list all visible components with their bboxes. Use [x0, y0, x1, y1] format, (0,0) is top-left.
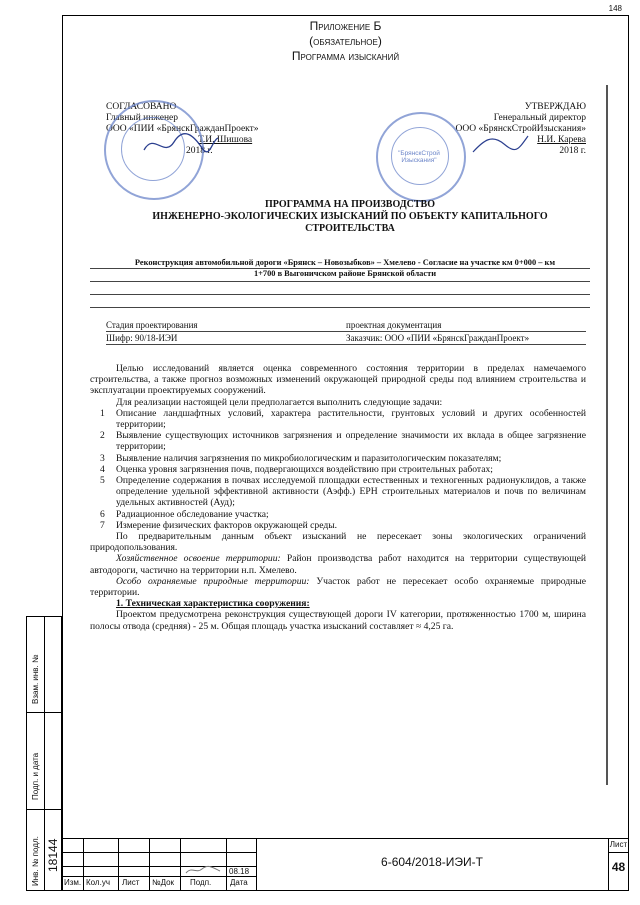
- task-number: 7: [100, 519, 105, 531]
- approval-right-year: 2018 г.: [559, 146, 586, 156]
- approval-right-org: ООО «БрянскСтройИзыскания»: [455, 124, 586, 134]
- approval-left-name: Т.И. Шишова: [198, 135, 253, 145]
- appendix-title: Приложение Б: [309, 19, 382, 33]
- approval-left-label: СОГЛАСОВАНО: [106, 102, 177, 112]
- economic-label: Хозяйственное освоение территории:: [116, 553, 281, 565]
- side-podp-label: Подп. и дата: [31, 752, 40, 800]
- object-name-line2: 1+700 в Выгоничском районе Брянской области: [253, 269, 437, 278]
- object-underline-4: [90, 307, 590, 308]
- approval-right-name: Н.И. Карева: [537, 135, 586, 145]
- task-number: 3: [100, 452, 105, 464]
- task-item: [90, 509, 586, 520]
- task-number: 6: [100, 508, 105, 520]
- task-item: [90, 475, 586, 509]
- tb-col-list: Лист: [122, 878, 140, 887]
- task-text: Радиационное обследование участка;: [116, 508, 269, 520]
- task-text: Описание ландшафтных условий, характера растительности, грунтовых условий и других особенностей территории;: [116, 407, 586, 431]
- tb-col-podp: Подп.: [190, 878, 212, 887]
- code-underline: [106, 344, 586, 345]
- code-label: Шифр: 90/18-ИЭИ: [106, 333, 178, 343]
- task-item: [90, 520, 586, 531]
- stage-underline: [106, 331, 586, 332]
- sheet-label: Лист: [609, 840, 628, 849]
- signature-right-icon: [470, 130, 530, 160]
- page-number: 148: [608, 4, 622, 13]
- program-title-3: СТРОИТЕЛЬСТВА: [305, 223, 395, 234]
- task-number: 2: [100, 430, 105, 442]
- approval-right-position: Генеральный директор: [493, 113, 586, 123]
- tb-col-2: [118, 838, 119, 891]
- object-underline-3: [90, 294, 590, 295]
- margin-line: [606, 85, 608, 785]
- tb-col-ndok: №Док: [152, 878, 175, 887]
- object-name-line1: Реконструкция автомобильной дороги «Брянск – Новозыбков» – Хмелево - Согласие на участке км 0+000 – км: [134, 258, 556, 267]
- tb-col-3: [149, 838, 150, 891]
- approval-left-position: Главный инженер: [106, 113, 179, 123]
- task-item: [90, 453, 586, 464]
- task-item: [90, 430, 586, 452]
- body-text: [90, 363, 586, 632]
- tech-paragraph: Проектом предусмотрена реконструкция существующей дороги IV категории, протяженностью 1700 м, ширина полосы отвода (средняя) - 25 м. Общая площадь участка изысканий составляет ≈ 4,25 га.: [90, 609, 586, 632]
- tasks-intro: Для реализации настоящей цели предполагается выполнить следующие задачи:: [116, 396, 443, 408]
- task-text: Определение содержания в почвах исследуемой площадки естественных и техногенных радионуклидов, а также определение удельной эффективной активности (Аэфф.) ЕРН строительных материалов и почв по величинам удельных активностей (Ауд);: [116, 475, 586, 509]
- task-text: Измерение физических факторов окружающей среды.: [116, 519, 338, 531]
- document-code: 6-604/2018-ИЭИ-Т: [381, 855, 483, 869]
- tb-date: 08.18: [229, 867, 250, 876]
- approval-left-year: 2018 г.: [186, 146, 213, 156]
- task-text: Выявление наличия загрязнения по микробиологическим и паразитологическим показателям;: [116, 452, 502, 464]
- appendix-subtitle: (обязательное): [309, 34, 382, 48]
- side-inv-label: Инв. № подл.: [31, 836, 40, 886]
- object-underline-2: [90, 281, 590, 282]
- nature-label: Особо охраняемые природные территории:: [116, 575, 310, 587]
- tb-sheet-line: [608, 852, 629, 853]
- side-row-line-1: [26, 712, 62, 713]
- tb-top-line: [62, 838, 629, 839]
- tb-col-4: [180, 838, 181, 891]
- seal-right-text: "БрянскСтрой Изыскания": [398, 150, 440, 164]
- appendix-caption: Программа изысканий: [291, 49, 400, 63]
- protected-zones-paragraph: По предварительным данным объект изысканий не пересекает зоны экологических ограничений природопользования.: [90, 531, 586, 554]
- program-title-2: ИНЖЕНЕРНО-ЭКОЛОГИЧЕСКИХ ИЗЫСКАНИЙ ПО ОБЪЕКТУ КАПИТАЛЬНОГО: [152, 211, 548, 222]
- stage-value: проектная документация: [346, 320, 442, 330]
- tasks-list: [90, 408, 586, 531]
- economic-paragraph: [90, 553, 586, 575]
- task-number: 1: [100, 407, 105, 419]
- customer-label: Заказчик: ООО «ПИИ «БрянскГражданПроект»: [346, 333, 530, 343]
- task-text: Выявление существующих источников загрязнения и определение значимости их вклада в общее загрязнение территории;: [116, 430, 586, 453]
- stage-label: Стадия проектирования: [106, 320, 198, 330]
- side-inv-value: 18144: [46, 838, 60, 872]
- signature-left-icon: [140, 130, 220, 160]
- tb-col-1: [83, 838, 84, 891]
- nature-text: Участок работ не пересекает особо охраняемые природные территории.: [90, 575, 586, 599]
- approval-left-org: ООО «ПИИ «БрянскГражданПроект»: [106, 124, 259, 134]
- nature-paragraph: [90, 576, 586, 598]
- tech-heading: 1. Техническая характеристика сооружения:: [116, 598, 310, 610]
- tb-signature-icon: [184, 864, 224, 876]
- approval-right-label: УТВЕРЖДАЮ: [524, 102, 586, 112]
- side-row-line-2: [26, 809, 62, 810]
- tb-col-5: [226, 838, 227, 891]
- side-vzam-label: Взам. инв. №: [31, 654, 40, 704]
- tb-col-kolvo: Кол.уч: [86, 878, 110, 887]
- object-underline-1: [90, 268, 590, 269]
- tb-col-data: Дата: [230, 878, 248, 887]
- task-item: [90, 408, 586, 430]
- sheet-number: 48: [611, 860, 626, 874]
- program-title-1: ПРОГРАММА НА ПРОИЗВОДСТВО: [265, 199, 435, 210]
- economic-text: Район производства работ находится на территории существующей автодороги, частично на территории н.п. Хмелево.: [90, 553, 586, 576]
- intro-paragraph: Целью исследований является оценка современного состояния территории в пределах намечаемого строительства, а также прогноз возможных изменений окружающей природной среды под влиянием строительства и эксплуатации проектируемых сооружений.: [90, 363, 586, 397]
- tb-col-izm: Изм.: [64, 878, 82, 887]
- task-text: Оценка уровня загрязнения почв, подвергающихся воздействию при строительных работах;: [116, 463, 493, 475]
- task-number: 5: [100, 475, 105, 487]
- task-number: 4: [100, 463, 105, 475]
- task-item: [90, 464, 586, 475]
